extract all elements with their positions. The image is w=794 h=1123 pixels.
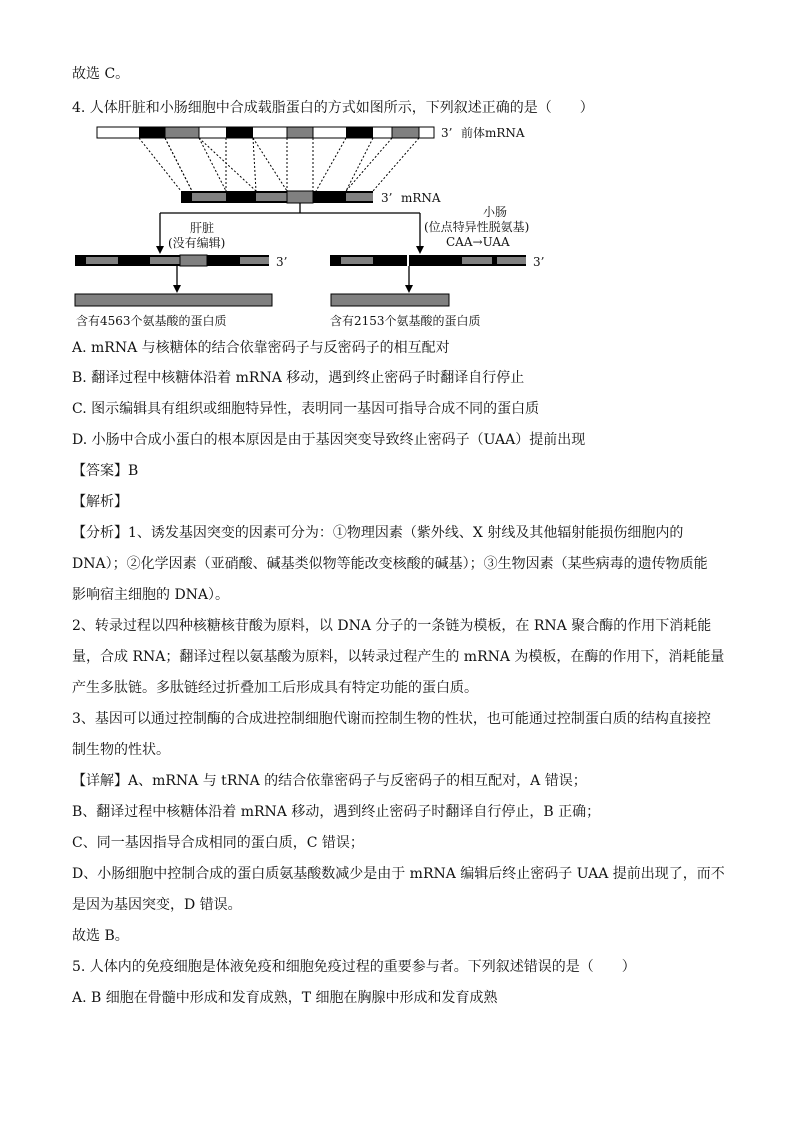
liver-protein-arrow bbox=[173, 285, 181, 293]
liver-mrna-bar bbox=[75, 255, 269, 266]
intestine-3prime: 3’ bbox=[533, 255, 545, 269]
liver-label: 肝脏 bbox=[190, 221, 215, 235]
pre-mrna-bar bbox=[97, 127, 434, 138]
pre-mrna-3prime: 3’ bbox=[441, 126, 453, 140]
liver-protein-bar bbox=[75, 294, 272, 306]
detail-c: C、同一基因指导合成相同的蛋白质，C 错误； bbox=[72, 835, 364, 851]
translation-arrows bbox=[177, 266, 409, 287]
mrna-bar bbox=[181, 191, 373, 203]
option-b: B. 翻译过程中核糖体沿着 mRNA 移动，遇到终止密码子时翻译自行停止 bbox=[72, 370, 525, 386]
analysis-1-line3: 影响宿主细胞的 DNA）。 bbox=[72, 587, 230, 603]
intestine-protein-bar bbox=[331, 294, 449, 306]
analysis-3-line2: 制生物的性状。 bbox=[72, 742, 170, 758]
option-d: D. 小肠中合成小蛋白的根本原因是由于基因突变导致终止密码子（UAA）提前出现 bbox=[72, 432, 586, 448]
intestine-mrna-bar bbox=[330, 255, 526, 266]
mrna-3prime: 3’ bbox=[381, 191, 393, 205]
option-c: C. 图示编辑具有组织或细胞特异性，表明同一基因可指导合成不同的蛋白质 bbox=[72, 401, 540, 417]
question-4: 4. 人体肝脏和小肠细胞中合成载脂蛋白的方式如图所示，下列叙述正确的是（ ） bbox=[72, 100, 594, 116]
detail-a: 【详解】A、mRNA 与 tRNA 的结合依靠密码子与反密码子的相互配对，A 错误； bbox=[72, 773, 587, 789]
option-a: A. mRNA 与核糖体的结合依靠密码子与反密码子的相互配对 bbox=[72, 340, 450, 356]
liver-3prime: 3’ bbox=[276, 255, 288, 269]
intestine-arrow-head bbox=[416, 246, 424, 254]
analysis-2-line2: 量，合成 RNA；翻译过程以氨基酸为原料，以转录过程产生的 mRNA 为模板，在酶的作用下，消耗能量 bbox=[72, 649, 725, 665]
liver-protein-label: 含有4563个氨基酸的蛋白质 bbox=[76, 314, 227, 328]
intestine-protein-label: 含有2153个氨基酸的蛋白质 bbox=[330, 314, 481, 328]
conclusion: 故选 B。 bbox=[72, 928, 129, 944]
mrna-label: mRNA bbox=[401, 191, 441, 205]
intestine-protein-arrow bbox=[405, 285, 413, 293]
analysis-1-line1: 【分析】1、诱发基因突变的因素可分为：①物理因素（紫外线、X 射线及其他辐射能损伤细胞内的 bbox=[72, 525, 684, 541]
detail-b: B、翻译过程中核糖体沿着 mRNA 移动，遇到终止密码子时翻译自行停止，B 正确； bbox=[72, 804, 601, 820]
apolipoprotein-diagram bbox=[0, 0, 794, 340]
prev-conclusion: 故选 C。 bbox=[72, 66, 130, 82]
analysis-heading: 【解析】 bbox=[72, 494, 128, 510]
liver-note: (没有编辑) bbox=[168, 236, 226, 250]
analysis-1-line2: DNA）；②化学因素（亚硝酸、碱基类似物等能改变核酸的碱基）；③生物因素（某些病毒的遗传物质能 bbox=[72, 556, 708, 572]
question-5-option-a: A. B 细胞在骨髓中形成和发育成熟，T 细胞在胸腺中形成和发育成熟 bbox=[72, 990, 498, 1006]
detail-d-line1: D、小肠细胞中控制合成的蛋白质氨基酸数减少是由于 mRNA 编辑后终止密码子 UAA 提前出现了，而不 bbox=[72, 866, 725, 882]
analysis-2-line3: 产生多肽链。多肽链经过折叠加工后形成具有特定功能的蛋白质。 bbox=[72, 680, 478, 696]
intestine-mutation: CAA→UAA bbox=[446, 235, 510, 249]
detail-d-line2: 是因为基因突变，D 错误。 bbox=[72, 897, 242, 913]
question-5: 5. 人体内的免疫细胞是体液免疫和细胞免疫过程的重要参与者。下列叙述错误的是（ ） bbox=[72, 959, 636, 975]
analysis-3-line1: 3、基因可以通过控制酶的合成进控制细胞代谢而控制生物的性状，也可能通过控制蛋白质的结构直接控 bbox=[72, 711, 711, 727]
pre-mrna-label: 前体mRNA bbox=[461, 126, 525, 140]
analysis-2-line1: 2、转录过程以四种核糖核苷酸为原料，以 DNA 分子的一条链为模板，在 RNA 聚合酶的作用下消耗能 bbox=[72, 618, 712, 634]
intestine-label: 小肠 bbox=[483, 205, 508, 219]
splicing-lines bbox=[139, 138, 419, 191]
answer-label: 【答案】B bbox=[72, 463, 139, 479]
intestine-note: (位点特异性脱氨基) bbox=[424, 220, 530, 234]
liver-arrow-head bbox=[156, 246, 164, 254]
